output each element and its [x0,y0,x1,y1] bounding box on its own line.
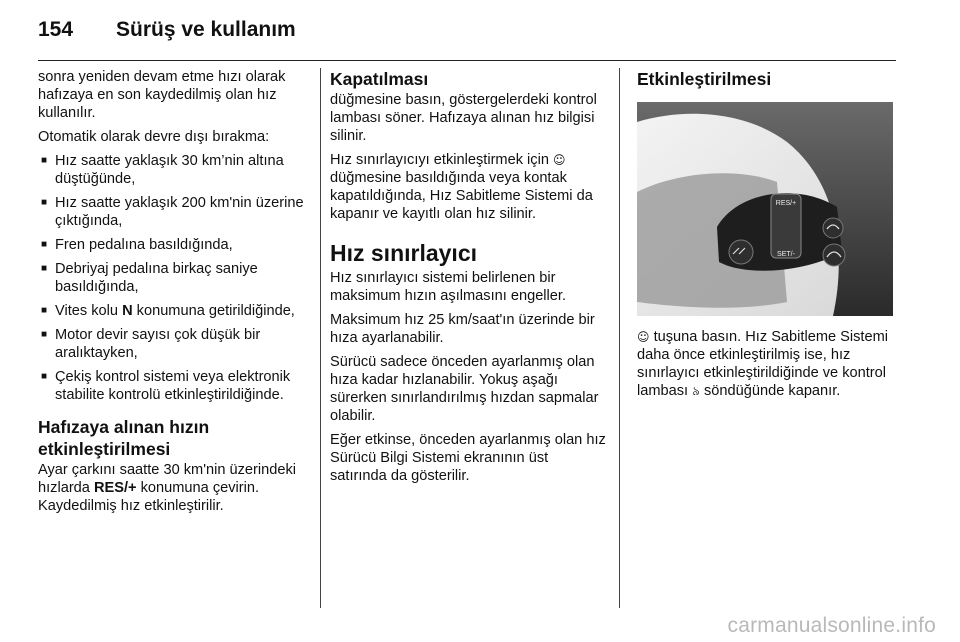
list-item: ■ Hız saatte yaklaşık 200 km'nin üzerine çıktığında, [38,194,308,230]
speed-limiter-icon: ☺ [637,330,650,344]
watermark: carmanualsonline.info [727,614,936,637]
paragraph-text: söndüğünde kapanır. [699,383,841,399]
page-title: Sürüş ve kullanım [116,18,296,41]
chapter-heading: Hız sınırlayıcı [330,240,478,266]
paragraph-text: Ayar çarkını saatte 30 km'nin üzerindeki hızlarda [38,462,297,496]
list-item: ■ Motor devir sayısı çok düşük bir aralıktayken, [38,326,308,362]
section-heading: Etkinleştirilmesi [637,69,772,89]
cruise-off-icon: ৯ [692,384,700,398]
paragraph: Eğer etkinse, önceden ayarlanmış olan hız Sürücü Bilgi Sistemi ekranının üst satırında da gösterilir. [330,432,606,484]
paragraph-text: tuşuna basın. Hız Sabitleme Sistemi daha önce etkinleştirilmiş ise, hız sınırlayıcı etkinleştirildiğinde ve kontrol lambası [637,329,888,399]
header-rule [38,60,896,61]
list-item: ■ Debriyaj pedalına birkaç saniye basıldığında, [38,260,308,296]
column-right [637,68,901,406]
steering-wheel-controls-image [637,102,893,316]
speed-limiter-icon: ☺ [553,153,566,167]
paragraph: Maksimum hız 25 km/saat'ın üzerinde bir hıza ayarlanabilir. [330,312,595,346]
page-header [38,18,296,48]
list-item-text: Vites kolu [55,303,123,319]
res-label: RES/+ [93,480,137,496]
list-item: ■ Fren pedalına basıldığında, [38,236,308,254]
paragraph-text: konumuna çevirin. Kaydedilmiş hız etkinleştirilir. [38,480,260,514]
page-number: 154 [38,18,74,41]
column-left [38,68,308,521]
section-heading: Kapatılması [330,69,429,89]
paragraph [38,461,308,515]
steering-wheel-illustration [637,102,893,316]
set-minus-label: SET/- [777,251,795,258]
list-item [38,302,308,320]
gear-position-n: N [122,303,133,319]
paragraph: Hız sınırlayıcı sistemi belirlenen bir maksimum hızın aşılmasını engeller. [330,270,567,304]
deactivation-list [38,152,308,404]
paragraph [637,328,901,400]
list-item: ■ Hız saatte yaklaşık 30 km’nin altına düştüğünde, [38,152,308,188]
list-item: ■ Çekiş kontrol sistemi veya elektronik stabilite kontrolü etkinleştirildiğinde. [38,368,308,404]
column-divider-2 [619,68,620,608]
paragraph: Sürücü sadece önceden ayarlanmış olan hıza kadar hızlanabilir. Yokuş aşağı sürerken sınırlandırılmış hızdan sapmalar olabilir. [330,354,599,424]
section-heading: Hafızaya alınan hızın etkinleştirilmesi [38,417,210,459]
paragraph: Otomatik olarak devre dışı bırakma: [38,129,270,145]
res-plus-label: RES/+ [775,200,797,207]
column-middle [330,68,606,491]
list-item-text: konumuna getirildiğinde, [132,303,295,319]
paragraph: düğmesine basın, göstergelerdeki kontrol lambası söner. Hafızaya alınan hız bilgisi silinir. [330,92,597,144]
paragraph [330,151,606,223]
paragraph-text: düğmesine basıldığında veya kontak kapatıldığında, Hız Sabitleme Sistemi da kapanır ve kayıtlı olan hız silinir. [330,170,593,222]
column-divider-1 [320,68,321,608]
paragraph-text: Hız sınırlayıcıyı etkinleştirmek için [330,152,554,168]
paragraph: sonra yeniden devam etme hızı olarak hafızaya en son kaydedilmiş olan hız kullanılır. [38,69,286,121]
